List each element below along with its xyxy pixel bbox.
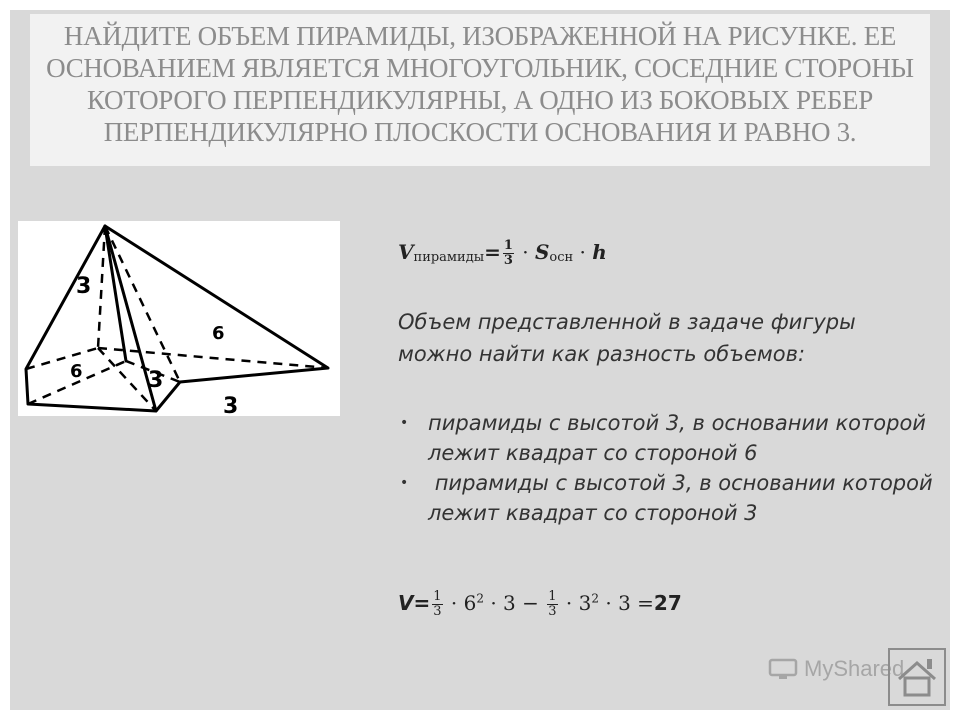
label-left-edge: 3 xyxy=(76,274,92,299)
label-base-left: 6 xyxy=(70,361,83,382)
volume-formula xyxy=(398,232,938,282)
bullet-marker: • xyxy=(400,475,409,491)
title-line-4: ПЕРПЕНДИКУЛЯРНО ПЛОСКОСТИ ОСНОВАНИЯ И РАВНО 3. xyxy=(103,117,857,147)
bullet-marker: • xyxy=(400,415,409,431)
bullet-text-1: пирамиды с высотой 3, в основании которой лежит квадрат со стороной 6 xyxy=(428,411,926,465)
result-fraction-2 xyxy=(547,590,557,619)
result-frac1-den: 3 xyxy=(433,604,442,619)
title-box xyxy=(30,14,930,166)
label-bottom: 3 xyxy=(223,394,239,416)
result-sup-2: 2 xyxy=(591,591,599,606)
result-formula xyxy=(398,590,682,619)
formula-frac-num: 1 xyxy=(503,238,513,253)
formula-dot-2: · xyxy=(579,240,586,264)
edge-hidden-2 xyxy=(98,348,328,368)
result-lead: V= xyxy=(398,591,431,615)
formula-v-sub: пирамиды xyxy=(413,250,485,265)
label-diag: 6 xyxy=(212,323,225,344)
content-area xyxy=(398,232,938,528)
result-part-3: · 3 xyxy=(565,591,592,615)
result-fraction-1 xyxy=(432,590,442,619)
result-part-2: · 3 − xyxy=(490,591,539,615)
bullet-list xyxy=(398,408,938,528)
monitor-icon xyxy=(768,658,798,680)
formula-eq: = xyxy=(484,240,501,264)
formula-v: V xyxy=(398,240,414,264)
pyramid-figure xyxy=(18,221,340,416)
home-icon[interactable] xyxy=(887,647,947,707)
formula-dot-1: · xyxy=(522,240,529,264)
bullet-item-1 xyxy=(398,408,938,468)
result-sup-1: 2 xyxy=(476,591,484,606)
slide-title xyxy=(30,20,930,148)
result-part-1: · 6 xyxy=(450,591,477,615)
formula-fraction xyxy=(503,239,514,268)
result-frac2-num: 1 xyxy=(548,589,557,604)
title-line-1: НАЙДИТЕ ОБЪЕМ ПИРАМИДЫ, ИЗОБРАЖЕННОЙ НА РИСУНКЕ. ЕЕ xyxy=(63,21,897,51)
label-mid: 3 xyxy=(148,368,164,393)
watermark xyxy=(768,656,904,682)
result-frac1-num: 1 xyxy=(433,589,442,604)
formula-h: h xyxy=(592,240,607,264)
result-frac2-den: 3 xyxy=(548,604,557,619)
bullet-item-2 xyxy=(398,468,938,528)
formula-frac-den: 3 xyxy=(503,253,513,268)
result-part-4: · 3 = xyxy=(605,591,654,615)
edge-outline xyxy=(26,226,328,411)
pyramid-drawing xyxy=(18,221,340,416)
result-answer: 27 xyxy=(653,591,682,615)
explanation-paragraph: Объем представленной в задаче фигуры можно найти как разность объемов: xyxy=(398,310,856,366)
formula-s: S xyxy=(534,240,550,264)
title-line-3: КОТОРОГО ПЕРПЕНДИКУЛЯРНЫ, А ОДНО ИЗ БОКОВЫХ РЕБЕР xyxy=(87,85,873,115)
formula-s-sub: осн xyxy=(549,250,574,265)
edge-hidden-4 xyxy=(98,226,105,348)
bullet-text-2: пирамиды с высотой 3, в основании которой лежит квадрат со стороной 3 xyxy=(428,471,940,525)
title-line-2: ОСНОВАНИЕМ ЯВЛЯЕТСЯ МНОГОУГОЛЬНИК, СОСЕДНИЕ СТОРОНЫ xyxy=(46,53,914,83)
watermark-text: MyShared xyxy=(804,656,905,681)
